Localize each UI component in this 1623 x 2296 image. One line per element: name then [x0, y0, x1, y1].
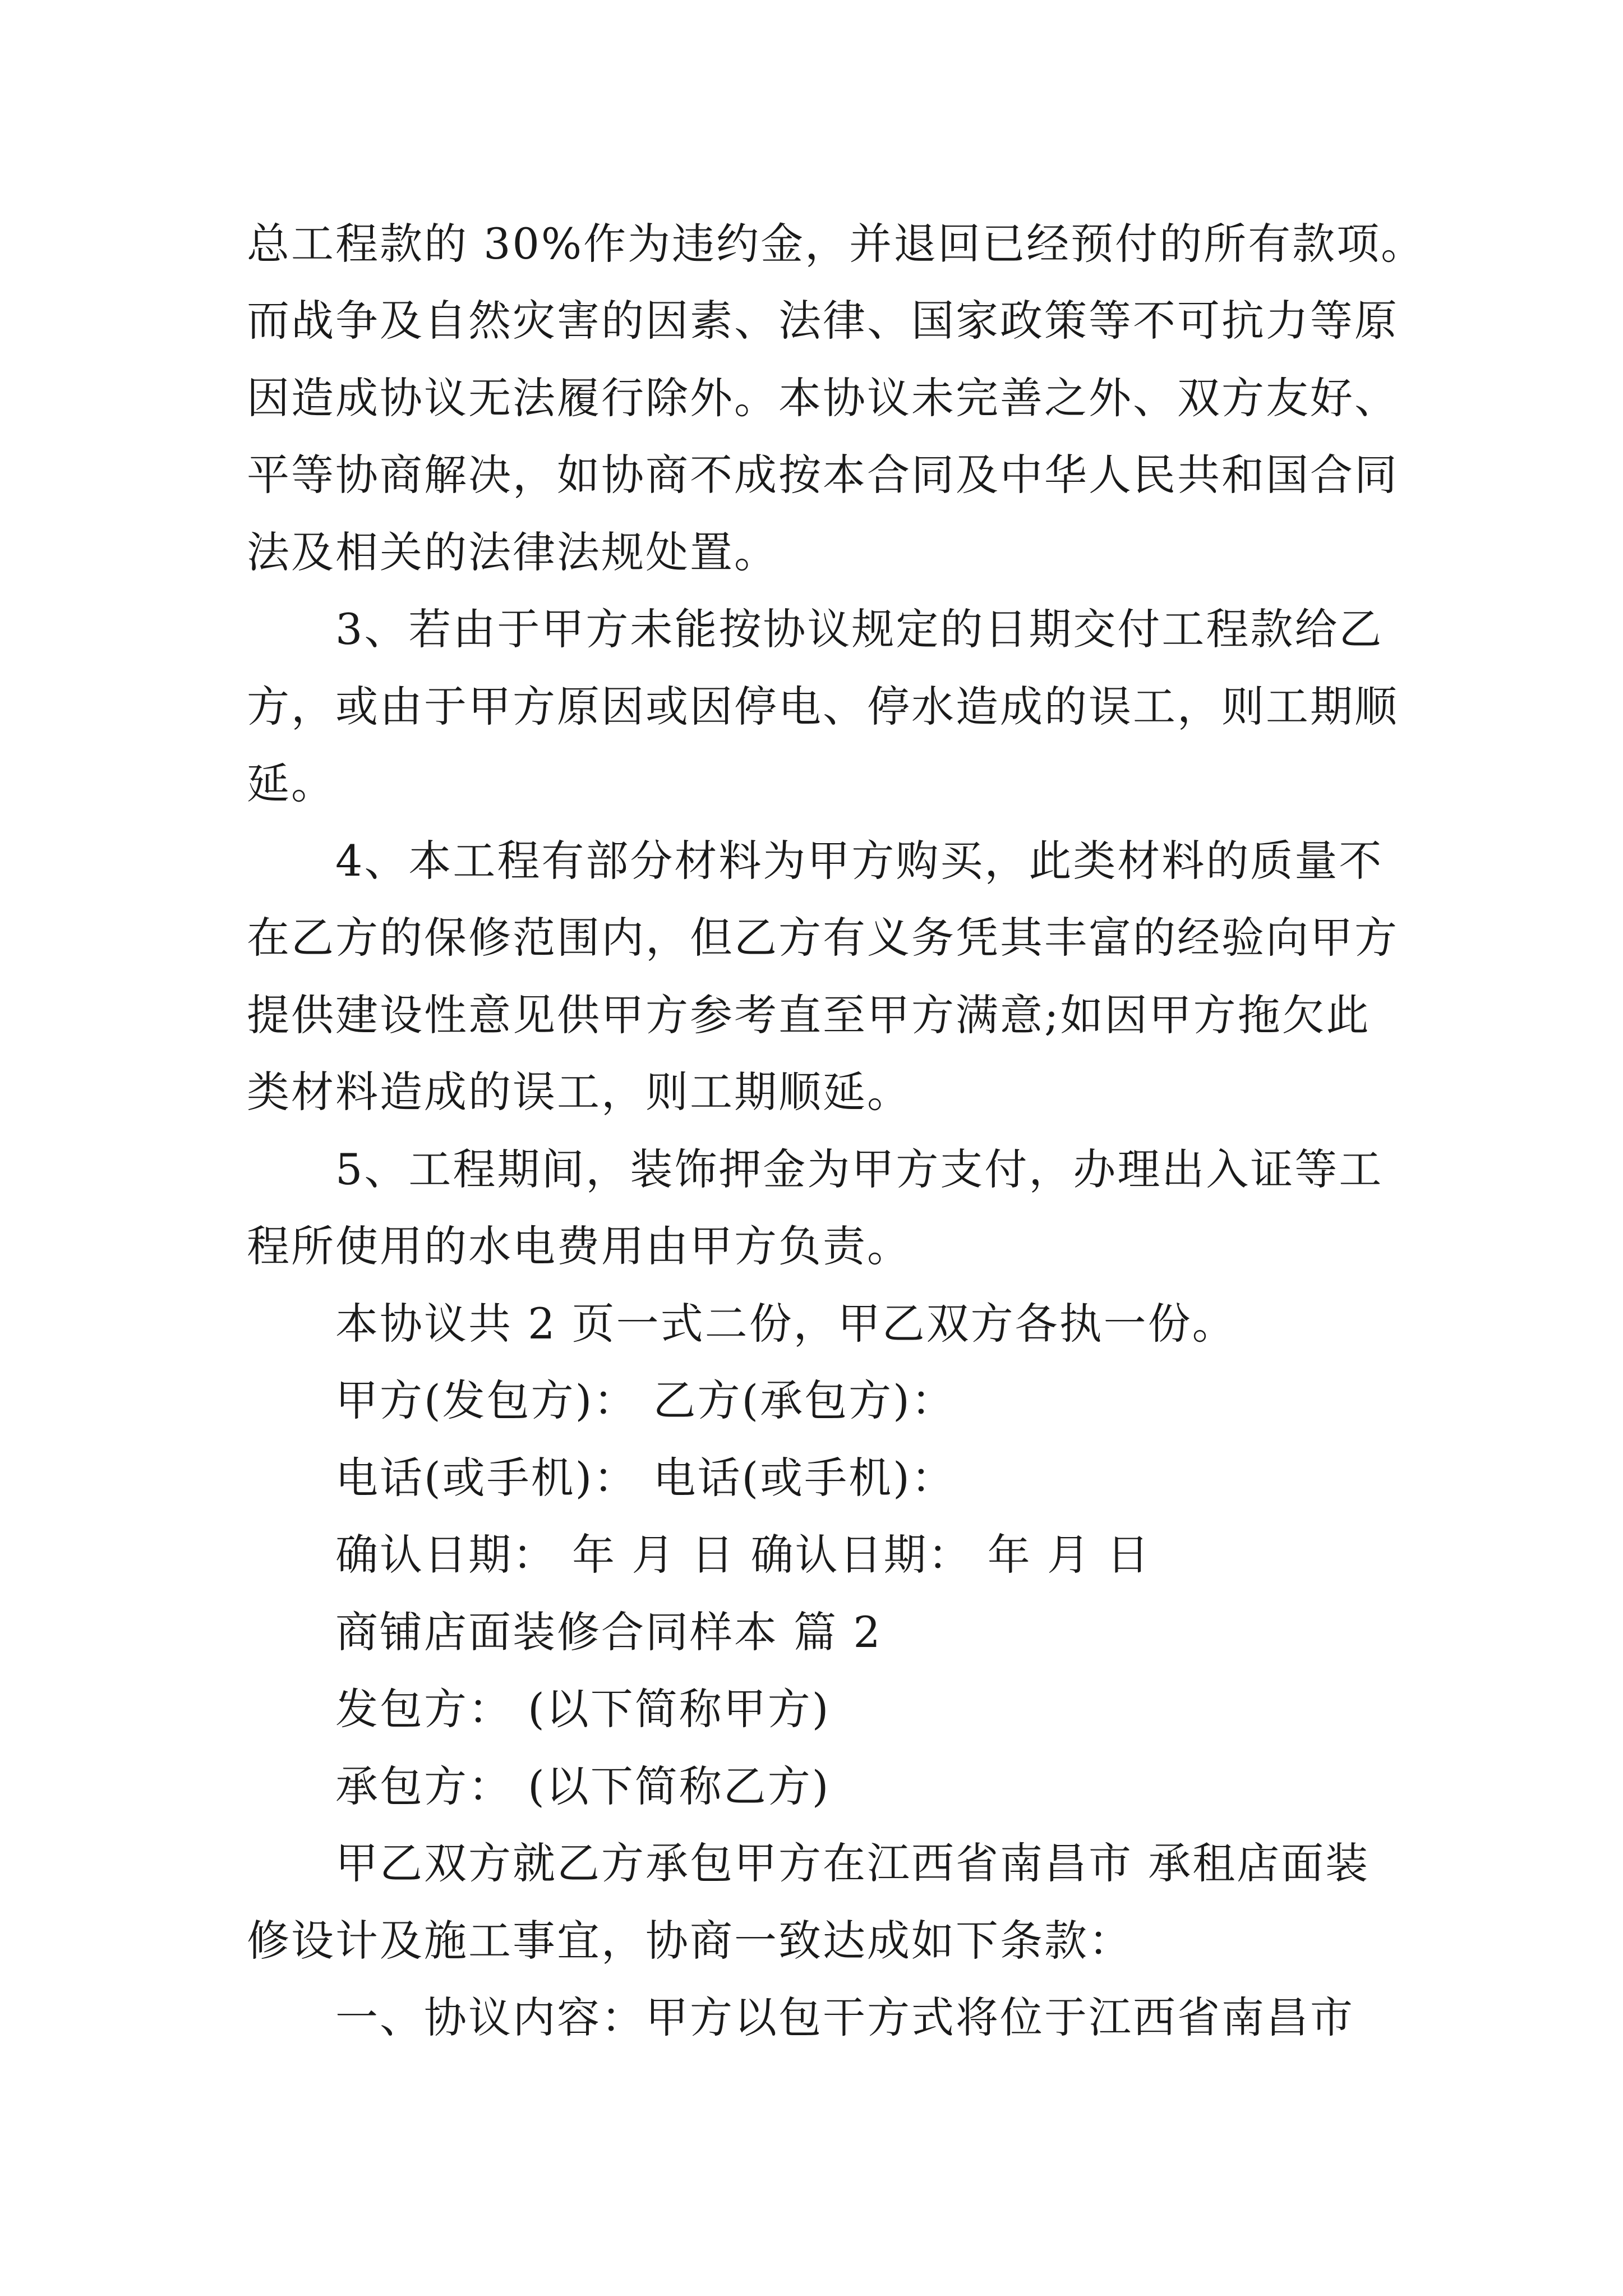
text-line: 甲乙双方就乙方承包甲方在江西省南昌市 承租店面装	[335, 1838, 1370, 1888]
text-line: 承包方： (以下简称乙方)	[335, 1761, 831, 1811]
text-line: 方，或由于甲方原因或因停电、停水造成的误工，则工期顺	[247, 682, 1399, 731]
text-line: 修设计及施工事宜，协商一致达成如下条款：	[247, 1916, 1133, 1966]
text-line: 类材料造成的误工，则工期顺延。	[247, 1067, 911, 1117]
text-line: 发包方： (以下简称甲方)	[335, 1684, 831, 1734]
text-line: 程所使用的水电费用由甲方负责。	[247, 1221, 911, 1271]
text-line: 总工程款的 30%作为违约金，并退回已经预付的所有款项。	[247, 219, 1426, 269]
section-heading: 商铺店面装修合同样本 篇 2	[335, 1607, 882, 1657]
text-line: 3、若由于甲方未能按协议规定的日期交付工程款给乙	[335, 604, 1384, 654]
text-line: 甲方(发包方)： 乙方(承包方)：	[335, 1375, 956, 1425]
text-line: 5、工程期间，装饰押金为甲方支付，办理出入证等工	[335, 1144, 1384, 1194]
text-line: 电话(或手机)： 电话(或手机)：	[335, 1453, 956, 1503]
text-line: 而战争及自然灾害的因素、法律、国家政策等不可抗力等原	[247, 296, 1399, 346]
text-line: 在乙方的保修范围内，但乙方有义务凭其丰富的经验向甲方	[247, 913, 1399, 963]
text-line: 延。	[247, 758, 335, 808]
text-line: 因造成协议无法履行除外。本协议未完善之外、双方友好、	[247, 373, 1399, 423]
text-line: 确认日期： 年 月 日 确认日期： 年 月 日	[335, 1530, 1151, 1580]
text-line: 提供建设性意见供甲方参考直至甲方满意;如因甲方拖欠此	[247, 990, 1371, 1040]
text-line: 4、本工程有部分材料为甲方购买，此类材料的质量不	[335, 836, 1384, 886]
text-line: 平等协商解决，如协商不成按本合同及中华人民共和国合同	[247, 450, 1399, 500]
text-line: 本协议共 2 页一式二份，甲乙双方各执一份。	[335, 1299, 1237, 1349]
text-line: 法及相关的法律法规处置。	[247, 527, 778, 577]
text-line: 一、协议内容：甲方以包干方式将位于江西省南昌市	[335, 1993, 1354, 2042]
